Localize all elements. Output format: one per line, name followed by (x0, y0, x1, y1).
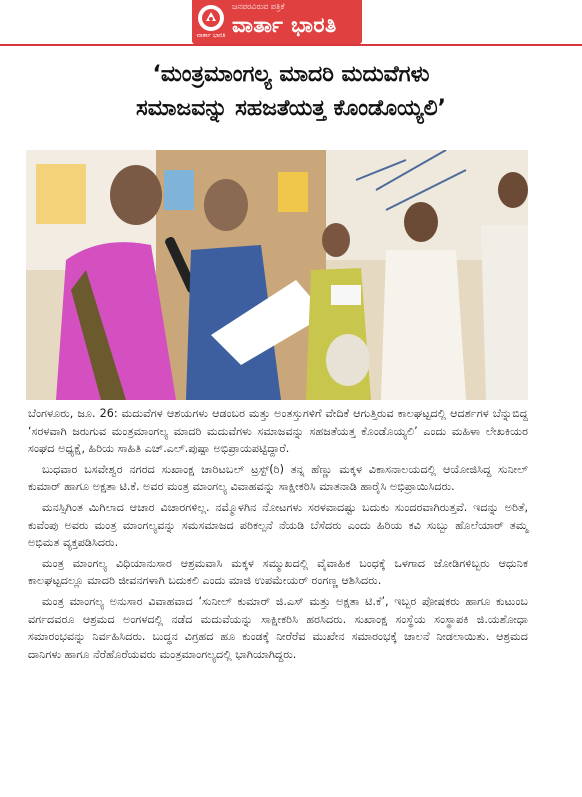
headline-line-2: ಸಮಾಜವನ್ನು ಸಹಜತೆಯತ್ತ ಕೊಂಡೊಯ್ಯಲಿ’ (136, 96, 446, 121)
article-paragraph: ಮಂತ್ರ ಮಾಂಗಲ್ಯ ಅನುಸಾರ ವಿವಾಹವಾದ ‘ಸುನೀಲ್ ಕುಮಾರ್ ಜಿ.ಎಸ್ ಮತ್ತು ಅಕ್ಷತಾ ಟಿ.ಕೆ’, ಇಬ್ಬರ ಪೋಷಕರು ಹಾಗೂ ಕುಟುಂಬ ವರ್ಗದವರೂ ಆಶ್ರಮದ ಅಂಗಳದಲ್ಲಿ ನಡೆದ ಮದುವೆಯನ್ನು ಸಾಕ್ಷೀಕರಿಸಿ ಹರಸಿದರು. ಸುಖಾಂಕ್ಷ ಸಂಸ್ಥೆಯ ಸಂಸ್ಥಾಪಕಿ ಜಿ.ಯಶೋಧಾ ಸಮಾರಂಭವನ್ನು ನಿರ್ವಹಿಸಿದರು. ಬುದ್ಧನ ವಿಗ್ರಹದ ಹೂ ಕುಂಡಕ್ಕೆ ನೀರೆರೆವ ಮುಖೇನ ಸಮಾರಂಭಕ್ಕೆ ಚಾಲನೆ ನೀಡಲಾಯಿತು. ಆಶ್ರಮದ ದಾನಿಗಳು ಹಾಗೂ ನೆರೆಹೊರೆಯವರು ಮಂತ್ರಮಾಂಗಲ್ಯದಲ್ಲಿ ಭಾಗಿಯಾಗಿದ್ದರು. (28, 594, 528, 661)
news-photo (26, 150, 528, 400)
masthead (0, 0, 582, 46)
photo-illustration (26, 150, 528, 400)
article-paragraph: ಮನಸ್ಸಿಗಿಂತ ಮಿಗಿಲಾದ ಆಚಾರ ವಿಚಾರಗಳಿಲ್ಲ. ನಮ್ಮೊಳಗಿನ ನೋಟಗಳು ಸರಳವಾದಷ್ಟು ಬದುಕು ಸುಂದರವಾಗಿರುತ್ತವೆ. ಇದನ್ನು ಅರಿತೆ, ಕುವೆಂಪು ಅವರು ಮಂತ್ರ ಮಾಂಗಲ್ಯವನ್ನು ಸಮಸಮಾಜದ ಪರಿಕಲ್ಪನೆ ನೆಯಡಿ ಬೆಸೆದರು ಎಂದು ಹಿರಿಯ ಕವಿ ಸುಬ್ಬು ಹೊಲೆಯಾರ್ ತಮ್ಮ ಅಭಿಮತ ವ್ಯಕ್ತಪಡಿಸಿದರು. (28, 500, 528, 550)
article-paragraph: ಮಂತ್ರ ಮಾಂಗಲ್ಯ ವಿಧಿಯಾನುಸಾರ ಆಶ್ರಮವಾಸಿ ಮಕ್ಕಳ ಸಮ್ಮುಖದಲ್ಲಿ ವೈವಾಹಿಕ ಬಂಧಕ್ಕೆ ಒಳಗಾದ ಜೋಡಿಗಳಿಬ್ಬರು ಆಧುನಿಕ ಕಾಲಘಟ್ಟದಲ್ಲೂ ಮಾದರಿ ಜೀವನಗಳಾಗಿ ಬದುಕಲಿ ಎಂದು ಮಾಜಿ ಉಪಮೇಯರ್ ರಂಗಣ್ಣ ಆಶಿಸಿದರು. (28, 556, 528, 588)
masthead-title: ವಾರ್ತಾ ಭಾರತಿ (232, 13, 337, 37)
article-paragraph: ಬೆಂಗಳೂರು, ಜೂ. 26: ಮದುವೆಗಳ ಆಶಯಗಳು ಆಡಂಬರ ಮತ್ತು ಅಂತಸ್ತುಗಳಿಗೆ ವೇದಿಕೆ ಆಗುತ್ತಿರುವ ಕಾಲಘಟ್ಟದಲ್ಲಿ ಆದರ್ಶಗಳ ಬೆನ್ನುಬಿದ್ದ ‘ಸರಳವಾಗಿ ಜರುಗುವ ಮಂತ್ರಮಾಂಗಲ್ಯ ಮಾದರಿ ಮದುವೆಗಳು ಸಮಾಜವನ್ನು ಸಹಜತೆಯತ್ತ ಕೊಂಡೊಯ್ಯಲಿ’ ಎಂದು ಮಹಿಳಾ ಲೇಖಕಿಯರ ಸಂಘದ ಅಧ್ಯಕ್ಷೆ, ಹಿರಿಯ ಸಾಹಿತಿ ಎಚ್.ಎಲ್.ಪುಷ್ಪಾ ಅಭಿಪ್ರಾಯಪಟ್ಟಿದ್ದಾರೆ. (28, 407, 528, 456)
newspaper-logo[interactable] (192, 0, 362, 44)
article-paragraph: ಬುಧವಾರ ಬಸವೇಶ್ವರ ನಗರದ ಸುಖಾಂಕ್ಷ ಚಾರಿಟಬಲ್ ಟ್ರಸ್ಟ್(ರಿ) ತನ್ನ ಹೆಣ್ಣು ಮಕ್ಕಳ ವಿಕಾಸನಾಲಯದಲ್ಲಿ ಆಯೋಜಿಸಿದ್ದ ಸುನೀಲ್ ಕುಮಾರ್ ಹಾಗೂ ಅಕ್ಷತಾ ಟಿ.ಕೆ. ಅವರ ಮಂತ್ರ ಮಾಂಗಲ್ಯ ವಿವಾಹವನ್ನು ಸಾಕ್ಷೀಕರಿಸಿ ಮಾತನಾಡಿ ಹಾರೈಸಿ ಅಭಿಪ್ರಾಯಿಸಿದರು. (28, 462, 528, 494)
article-headline (20, 58, 562, 126)
headline-line-1: ‘ಮಂತ್ರಮಾಂಗಲ್ಯ ಮಾದರಿ ಮದುವೆಗಳು (152, 62, 430, 87)
article-body (28, 405, 528, 666)
emblem-caption: ವಾರ್ತಾ ಭಾರತಿ (196, 32, 226, 39)
masthead-rule (0, 44, 582, 46)
emblem-icon (198, 5, 224, 31)
masthead-tagline: ಜನಪರವಿರುವ ಪತ್ರಿಕೆ (232, 2, 285, 11)
